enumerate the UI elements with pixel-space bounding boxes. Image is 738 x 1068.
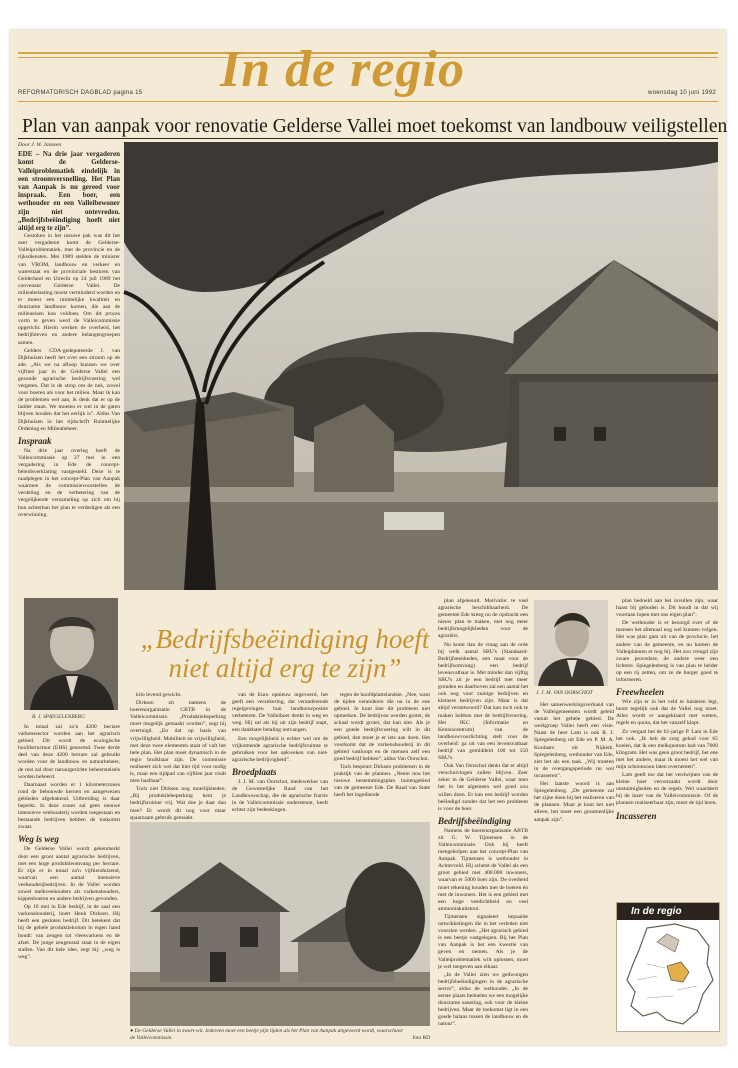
paragraph: Wie zijn er in het veld te luisteren legt, hoort tegelijk ook dat de Vallei nog moet. Alles wordt er aangeklaard met wetten, regels en quota, dat het vanzelf klopt. xyxy=(616,699,718,727)
paragraph: Zo vergaat het de 61-jarige P. Lam in Ede het ook. „Ik heb de zorg gehad voor 65 koeien, dat ik een melkquotum had van 7000 kilogram. Het was geen groot bedrijf, het ene met het andere, maar ik moest het wel van mijn schoonzoon laten overnemen”. xyxy=(616,728,718,770)
paper-name: REFORMATORISCH DAGBLAD pagina 15 xyxy=(18,90,143,96)
netherlands-map xyxy=(617,920,719,1030)
paragraph: Ook Van Oorschot denkt dat er altijd verschuivingen zullen blijven. Zeer zeker in de Gelderse Vallei, waar men het in het algemeen wel goed zou willen doen. Er kan een bedrijf worden beëindigd zonder dat het een probleem is voor de boer. xyxy=(438,763,528,812)
subhead-bedrijfsbeeindiging: Bedrijfsbeëindiging xyxy=(438,815,512,826)
paragraph: Daarnaast worden er 1 kilometerzones rond de bebouwde kernen en aangewezen gebieden afgebakend. Uitbreiding is daar beperkt. In deze zones zal geen nieuwe intensieve veehouderij worden toegestaan en bestaande bedrijven hebben de toekomst zwaar. xyxy=(18,781,120,831)
paragraph: Het samenwerkingsverband van de Valleigemeenten wordt geleid vanuit het gehele gebied. De werkgroep Vallei heeft een visie. Naast de heer Lam is ook R. J. Spiegelenberg uit Ede en P. M. A. Koolaars uit Nijkerk. Spiegelenberg, wethouder van Ede, ziet het als een taak. „Wij moeten in de overgangsperiode nu wel incasseren”. xyxy=(534,702,614,779)
paragraph: Gestoken in het nieuwe pak was dit het zeer vergaderen komt de Gelderse-Valleiproblematiek, met de provincie en de rijksdiensten. Mei 1989 stelden de minister van VROM, landbouw en verkeer en waterstaat en de provinciale besturen van Gelderland en Utrecht op 24 juli 1989 het convenant Gelderse Vallei. De milieubelasting moest verminderd worden en er moest een ruimtelijke kwaliteit en duurzame landbouw komen, die aan de milieueisen kon voldoen. Om dit proces vorm te geven werd de Valleicommissie opgericht. Hierin werken de overheid, het bedrijfsleven en andere belangengroepen samen. xyxy=(18,233,120,346)
article-column-6 xyxy=(616,598,718,898)
article-column-5 xyxy=(438,598,528,1030)
pull-quote: „Bedrijfsbeëindiging hoeft niet altijd erg te zijn” xyxy=(140,624,430,683)
paragraph: Het laatste woord is aan Spiegelenberg. „De gemeente zal het zijne doen bij het realiseren van de plannen. Maar je kunt het niet alleen, het moet een gezamenlijke aanpak zijn”. xyxy=(534,781,614,823)
page-headline: Plan van aanpak voor renovatie Gelderse Vallei moet toekomst van landbouw veiligstellen xyxy=(22,116,728,137)
village-house-graphic xyxy=(130,822,430,1026)
article-column-6-left xyxy=(534,702,614,1030)
subhead-broedplaats: Broedplaats xyxy=(232,766,277,777)
masthead-rule-bottom xyxy=(18,101,718,102)
paragraph: kilo levend gewicht. xyxy=(136,692,182,698)
article-column-2 xyxy=(130,692,226,821)
portrait-spiegelenberg xyxy=(24,598,118,710)
locator-map xyxy=(616,902,720,1032)
photo-caption: ● De Gelderse Vallei in zwart-wit. Iedereen moet een beetje pijn lijden als het Plan van Aanpak uitgevoerd wordt, waarschuwt de Valleicommissie. xyxy=(130,1028,403,1041)
paragraph: „In de Vallei zien we gedwongen bedrijfsbeëindigingen in de agrarische sector”, aldus de wethouder. „In de eerste plaats bedoelen we een mogelijke duurzame sanering, ook voor de kleine bedrijven. Maar de toekomst ligt in een goede balans tussen de landbouw en de natuur”. xyxy=(438,971,528,1028)
paragraph: J. J. M. van Oorschot, medewerker van de Gewestelijke Raad van het Landbouwschap, die de agrarische fractie in de Valleicommissie ondersteunt, heeft echter zijn bedenkingen. xyxy=(232,778,328,814)
paragraph: De wethouder is er bezorgd over of de mensen het allemaal nog wel kunnen volgen. Het was plan gaat uit van de provincie, het andere van de gemeente, en nu komen de Valleiplannen er nog bij. Het zou vreugd zijn zware procedure, de andere weer een lichtere. Spiegelenberg is van plan te helder op een rij zetten, om ze de burger goed te informeren. xyxy=(616,620,718,684)
village-house-photo xyxy=(130,822,430,1026)
paragraph: Toch bespeurt Dirksen problemen in de praktijk van de plannen. „Neem nou het nieuwe bestemmingsplan buitengebied van de gemeente Ede. De Raad van State heeft het ingediende xyxy=(334,763,430,799)
subhead-weg-is-weg: Weg is weg xyxy=(18,834,59,845)
paragraph: Dirksen zit namens de boerenorganisatie CBTB in de Valleicommissie. „Produktiebeperking moet mogelijk gemaakt worden”, zegt hij overtuigd. „En dat op basis van vrijwilligheid. Mobiliteit en vrijwilligheid, met deze twee elementen staat of valt het hele plan. Het plan moet dynamisch in de regio bruikbaar zijn. De commissie realiseert zich wel dat hier tijd voor nodig is, maar een tijdpad van vijftien jaar vindt men haalbaar”. xyxy=(130,700,226,785)
portrait-graphic xyxy=(24,598,118,710)
paragraph: tegen de hoofdplattelandsie. „Nee, want de tijden veranderen die nu in de ene gebied. Je kunt hier dit probleem niet opmerken. De bedrijven worden groter, de schaal wordt groter, dat kan niet. Als je een goede bedrijfsvoering wilt in dit gebied, dan moet je er iets aan doen. Het voorkomt dat de varkenshouderij in dit gebied vastloopt en de mensen zelf een goed bedrijf hebben”, aldus Van Oorschot. xyxy=(334,692,430,762)
farmhouse-photo-graphic xyxy=(124,142,718,590)
paragraph: Lam geeft toe dat het verdwijnen van de kleine boer veroorzaakt wordt door onstuimigheden en de regels. Wel waardeert hij de inzet van de Valleicommissie. Of de plannen realiseerbaar zijn, moet de tijd leren. xyxy=(616,772,718,807)
portrait-graphic xyxy=(534,600,608,686)
issue-date: woensdag 10 juni 1992 xyxy=(647,90,716,96)
paragraph: Gelders CDA-gedeputeerde J. van Dijkhuizen heeft het over een stroom op de ade. „Als we na afloop kunnen we over vijftien jaar in de Gelderse Vallei een gezonde agrarische bedrijfsvoering wel vergeten. Dat is de strop om de nek, zowel voor boeren als voor het milieu. Maar ik kan de problemen wel aan, ik denk dat er op de ladder staan. We moeten er wel in de gaten blijven houden dat het eerlijk is”. Aldus Van Dijkhuizen in het tijdschrift Ruimtelijke Ordening en Milieubeheer. xyxy=(18,347,120,432)
article-column-1 xyxy=(18,142,120,612)
headline-rule xyxy=(18,138,718,139)
section-title: In de regio xyxy=(220,41,465,98)
article-column-3 xyxy=(232,692,328,816)
byline: Door J. W. Janssen xyxy=(18,142,62,148)
paragraph: Namens de boerenorganisatie ABTB zit G. W. Tijmensen in de Valleicommissie. Ook hij heeft meegeholpen aan het concept-Plan van Aanpak. Tijmensen is wethouder in Achterveld. Hij schetst de Vallei als een groot gebied met 400.000 inwoners, waarvan er 5000 boer zijn. De overheid moet rekening houden met de boeren én met de inwoners. Het is een gebied met een hoge veedichtheid en veel ammoniakuitstoot. xyxy=(438,827,528,912)
article-column-4 xyxy=(334,692,430,816)
subhead-freewheelen: Freewheelen xyxy=(616,687,664,698)
paragraph: Na drie jaar overleg heeft de Valleicommissie op 27 mei in een vergadering in Ede de concept-beleidsverklaring vastgesteld. Deze is te raadplegen in het concept-Plan van Aanpak waarmee de commissievoorstellen de verdeling en de verbetering van de vergelijkende verzameling op zich om bij hun achterban het plan te verdedigen als een overwinning. xyxy=(18,447,120,518)
paragraph: In totaal zal zo'n 4200 hectare varkenssector worden aan het agrarisch gebied. Dit wordt de ecologische hoofdstructuur (EHS) genoemd. Twee derde deel van deze 4200 hectare zal gebruikt worden voor de landbouw en natuurbeheer, de rest zal door natuurgerichte beheerstelsels worden beheerd. xyxy=(18,724,120,780)
photo-credit: foto RD xyxy=(412,1035,430,1041)
paragraph: plan bedoeld aan het invullen zijn, waar haast bij geboden is. Dit houdt in dat wij voortaan lopen met ons eigen plan”. xyxy=(616,598,718,619)
paragraph: plan afgekeurd. Motivatie: te veel agrarische beschikbaarheid. De gemeente Ede kreeg nu de opdracht een nieuw plan te maken, met nog meer bedrijfsmogelijkheden voor de agrariërs. xyxy=(438,598,528,640)
locator-map-title: In de regio xyxy=(617,903,719,920)
article-intro: EDE – Na drie jaar vergaderen komt de Gelderse-Valleiproblematiek eindelijk in een stroomversnelling. Het Plan van Aanpak is nu gereed voor inspraak. Een boer, een wethouder en een Valleibewoner zijn niet ontevreden. „Bedrijfsbeëindiging hoeft niet altijd erg te zijn”. xyxy=(18,150,120,232)
portrait-caption-2: J. J. M. VAN OORSCHOT xyxy=(536,690,593,696)
portrait-van-oorschot xyxy=(534,600,608,686)
portrait-caption-1: R. J. SPIEGELENBERG xyxy=(32,714,85,720)
newspaper-page xyxy=(10,30,726,1045)
paragraph: van de Euro opnieuw ingevoerd, het geeft een verzekering, dat veranderende regelgevingen hun landbouwpositie verbeteren. De Valleiboer denkt in weg en weg. Hij zal als hij uit zijn bedrijf stapt, een dankbare betaling ontvangen. xyxy=(232,692,328,734)
paragraph: Een mogelijkheid is echter wel om de vrijkomende agrarische bedrijfsruimte te gebruiken voor het opkweken van niet-agrarische bedrijvigheid”. xyxy=(232,735,328,763)
paragraph: Nu komt dan de vraag aan de orde bij welk aantal SBU's (Standaard-Bedrijfseenheden, een maat voor de bedrijfsomvang) een bedrijf levensvatbaar is. Met minder dan vijftig SBU's zit je een bedrijf met meer gronden en daarboven zal een aantal het ook nog voor zuinige bedrijven en kleinere bedrijven zijn. Maar is dat altijd verantwoord? Dat kan toch ook te maken hebben met de bedrijfsvoering. Het IKC (Informatie en Kenniscentrum) van de landbouwvoorlichting stelt voor de overheid: ga uit van een levensvatbaar bedrijf van gemiddeld 100 tot 150 SBU's. xyxy=(438,641,528,762)
paragraph: Tijmensen signaleert bepaalde ontwikkelingen die in het verleden niet voorzien werden. „Het agrarisch gebied is een beetje vastgelopen. Bij het Plan van Aanpak is het een kwestie van geven en nemen. Als je de Valleiproblematiek wilt oplossen, moet je wel toegeven aan elkaar. xyxy=(438,913,528,970)
farmhouse-photo xyxy=(124,142,718,590)
paragraph: De Gelderse Vallei wordt gekenmerkt door een groot aantal agrarische bedrijven, met een hoge produktieomvang per hectare. Er zijn er in totaal zo'n vijftienduizend, waarvan een aantal intensieve veehouderijbedrijven. In de Vallei worden zowel melkveehouders als varkenshouders, kippenboeren en andere bedrijven gevonden. xyxy=(18,846,120,903)
article-column-1-lower xyxy=(18,724,120,1030)
paragraph: Toch ziet Dirksen nog moeilijkheden. „Bij produktiebeperking kent je bedrijfsruimte vrij. Wat doe je daar dan mee? Er wordt dit nog voor maar spaarzaam gebruik gemaakt. xyxy=(130,786,226,821)
subhead-inspraak: Inspraak xyxy=(18,435,52,446)
subhead-incasseren: Incasseren xyxy=(616,810,657,821)
paragraph: Op 10 mei in Ede bedrijf, in de zaal een varkenshouderij, boert Henk Dirksen. Hij heeft een gesloten bedrijf. Dit betekent dat hij de gehele produktiekolom in eigen hand houdt: van zeugen tot vleesvarkens en de afzet. De jonge zeugenstal staat in de eigen stallen. Van dit hele idee, zegt hij: „weg is weg”. xyxy=(18,904,120,960)
